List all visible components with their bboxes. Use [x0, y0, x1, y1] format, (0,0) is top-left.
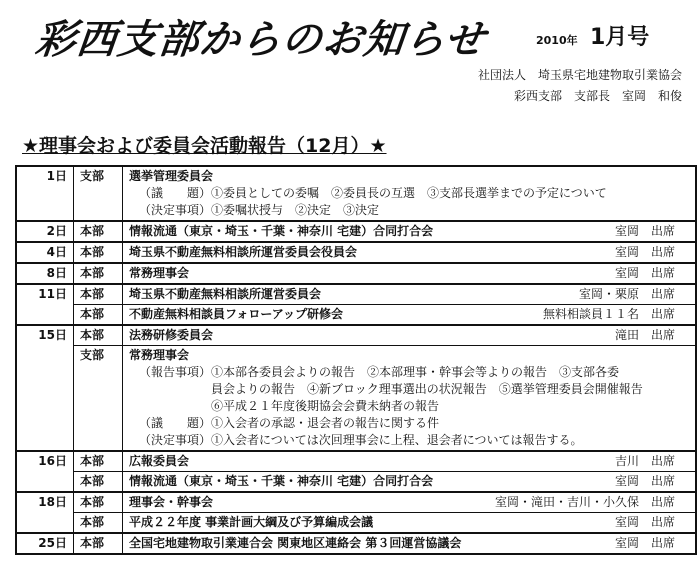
event-detail: （議 題）①入会者の承認・退会者の報告に関する件 — [139, 416, 440, 430]
event-name: 情報流通（東京・埼玉・千葉・神奈川 宅建）合同打合会 — [129, 224, 434, 238]
table-row — [16, 284, 696, 305]
event-line — [129, 473, 689, 490]
newsletter-issue: 1月号 — [590, 25, 650, 50]
event-line — [129, 286, 689, 303]
organization-cell: 本部 — [74, 263, 123, 284]
event-detail: ⑥平成２１年度後期協会会費未納者の報告 — [211, 399, 440, 413]
date-cell: 16日 — [16, 451, 74, 492]
event-detail: （議 題）①委員としての委嘱 ②委員長の互選 ③支部長選挙までの予定について — [139, 186, 607, 200]
table-row — [16, 305, 696, 326]
event-name: 情報流通（東京・埼玉・千葉・神奈川 宅建）合同打合会 — [129, 474, 434, 488]
attendance: 滝田 出席 — [614, 328, 675, 342]
attendance: 室岡 出席 — [614, 224, 675, 238]
date-cell: 1日 — [16, 166, 74, 221]
event-line — [129, 514, 689, 531]
content-cell — [123, 221, 697, 242]
attendance: 無料相談員１１名 出席 — [542, 307, 675, 321]
attendance: 室岡・栗原 出席 — [578, 287, 675, 301]
content-cell — [123, 346, 697, 452]
table-row — [16, 242, 696, 263]
event-line — [129, 265, 689, 282]
table-row — [16, 492, 696, 513]
date-cell: 4日 — [16, 242, 74, 263]
date-cell: 2日 — [16, 221, 74, 242]
content-cell — [123, 513, 697, 534]
event-name: 埼玉県不動産無料相談所運営委員会役員会 — [129, 245, 358, 259]
content-cell — [123, 492, 697, 513]
table-row — [16, 513, 696, 534]
event-name: 全国宅地建物取引業連合会 関東地区連絡会 第３回運営協議会 — [129, 536, 462, 550]
date-cell: 15日 — [16, 325, 74, 451]
organization-cell: 本部 — [74, 221, 123, 242]
table-row — [16, 533, 696, 554]
content-cell — [123, 533, 697, 554]
event-line — [129, 535, 689, 552]
event-line — [129, 453, 689, 470]
branch-chief-line: 彩西支部 支部長 室岡 和俊 — [513, 89, 682, 103]
newsletter-title: 彩西支部からのお知らせ — [33, 17, 488, 63]
event-name: 常務理事会 — [129, 348, 190, 362]
organization-cell: 本部 — [74, 284, 123, 305]
attendance: 室岡 出席 — [614, 536, 675, 550]
event-line — [129, 223, 689, 240]
content-cell — [123, 284, 697, 305]
date-cell: 18日 — [16, 492, 74, 533]
publisher-line: 社団法人 埼玉県宅地建物取引業協会 — [477, 68, 682, 82]
organization-cell: 本部 — [74, 305, 123, 326]
event-line — [129, 494, 689, 511]
event-name: 平成２２年度 事業計画大綱及び予算編成会議 — [129, 515, 374, 529]
event-name: 広報委員会 — [129, 454, 190, 468]
content-cell — [123, 166, 697, 221]
organization-cell: 支部 — [74, 166, 123, 221]
attendance: 室岡 出席 — [614, 266, 675, 280]
content-cell — [123, 242, 697, 263]
organization-cell: 本部 — [74, 492, 123, 513]
event-name: 埼玉県不動産無料相談所運営委員会 — [129, 287, 322, 301]
content-cell — [123, 472, 697, 493]
attendance: 室岡・滝田・吉川・小久保 出席 — [494, 495, 675, 509]
organization-cell: 本部 — [74, 472, 123, 493]
attendance: 室岡 出席 — [614, 515, 675, 529]
event-line — [129, 327, 689, 344]
organization-cell: 本部 — [74, 325, 123, 346]
table-row — [16, 472, 696, 493]
content-cell — [123, 305, 697, 326]
table-row — [16, 346, 696, 452]
date-cell: 25日 — [16, 533, 74, 554]
attendance: 室岡 出席 — [614, 245, 675, 259]
organization-cell: 支部 — [74, 346, 123, 452]
attendance — [675, 168, 689, 185]
event-detail: （決定事項）①入会者については次回理事会に上程、退会者については報告する。 — [139, 433, 583, 447]
event-line — [129, 347, 689, 364]
organization-cell: 本部 — [74, 513, 123, 534]
attendance — [675, 347, 689, 364]
event-detail: （報告事項）①本部各委員会よりの報告 ②本部理事・幹事会等よりの報告 ③支部各委 — [139, 365, 620, 379]
event-name: 選挙管理委員会 — [129, 169, 214, 183]
table-row — [16, 325, 696, 346]
activity-report-table — [15, 165, 697, 555]
content-cell — [123, 263, 697, 284]
event-detail: （決定事項）①委嘱状授与 ②決定 ③決定 — [139, 203, 380, 217]
attendance: 吉川 出席 — [614, 454, 675, 468]
table-row — [16, 451, 696, 472]
event-name: 常務理事会 — [129, 266, 190, 280]
event-line — [129, 306, 689, 323]
event-line — [129, 168, 689, 185]
attendance: 室岡 出席 — [614, 474, 675, 488]
content-cell — [123, 451, 697, 472]
content-cell — [123, 325, 697, 346]
newsletter-year: 2010年 — [536, 34, 578, 47]
organization-cell: 本部 — [74, 533, 123, 554]
date-cell: 11日 — [16, 284, 74, 325]
date-cell: 8日 — [16, 263, 74, 284]
organization-cell: 本部 — [74, 451, 123, 472]
event-line — [129, 244, 689, 261]
event-name: 不動産無料相談員フォローアップ研修会 — [129, 307, 343, 321]
table-row — [16, 166, 696, 221]
table-row — [16, 221, 696, 242]
event-name: 法務研修委員会 — [129, 328, 214, 342]
organization-cell: 本部 — [74, 242, 123, 263]
event-name: 理事会・幹事会 — [129, 495, 214, 509]
table-row — [16, 263, 696, 284]
event-detail: 員会よりの報告 ④新ブロック理事選出の状況報告 ⑤選挙管理委員会開催報告 — [211, 382, 643, 396]
section-heading: ★理事会および委員会活動報告（12月）★ — [22, 135, 387, 157]
